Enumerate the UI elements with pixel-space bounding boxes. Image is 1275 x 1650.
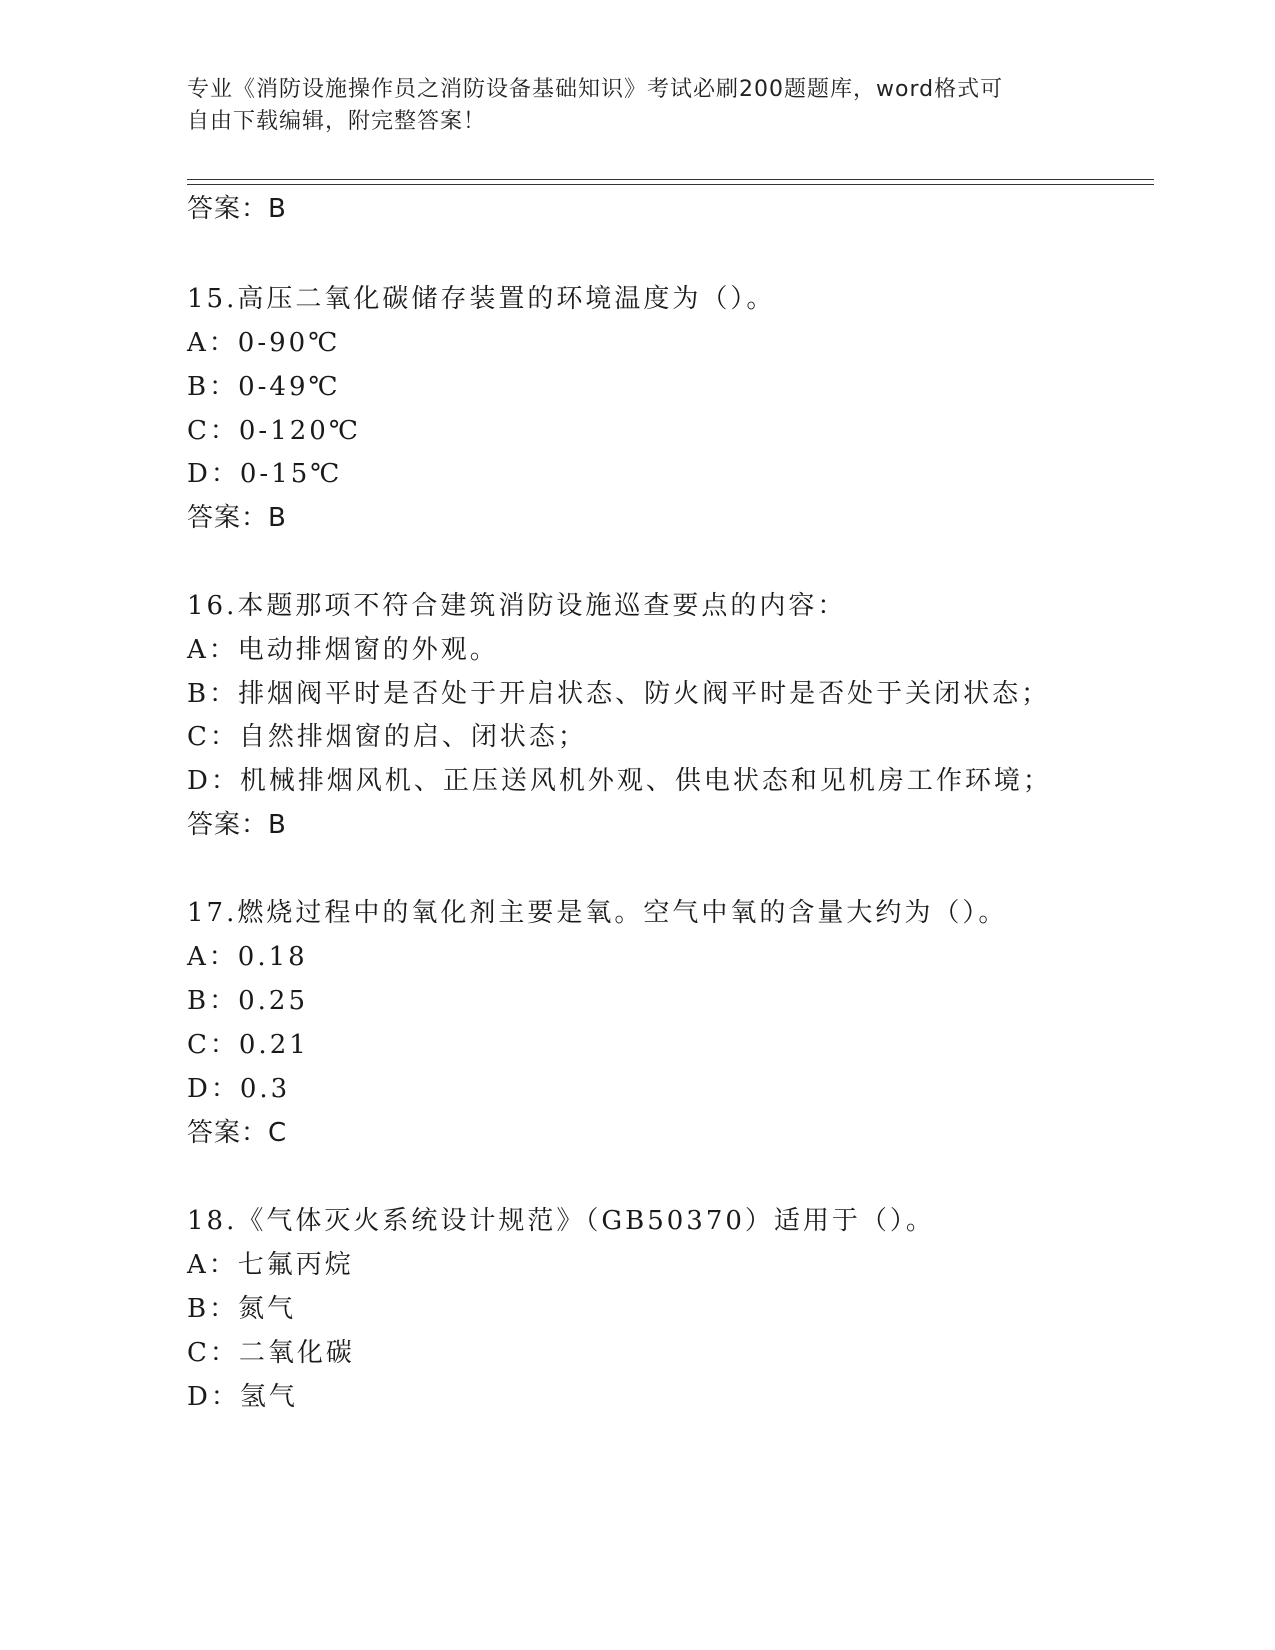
question-15-option-a: A：0-90℃ xyxy=(187,328,341,358)
question-15-answer: 答案：B xyxy=(187,503,287,533)
question-15-option-c: C：0-120℃ xyxy=(187,416,361,446)
question-16-answer: 答案：B xyxy=(187,810,287,840)
document-header xyxy=(187,74,1087,138)
question-18-stem: 18.《气体灭火系统设计规范》（GB50370）适用于（）。 xyxy=(187,1206,935,1236)
question-18-option-c: C：二氧化碳 xyxy=(187,1338,355,1368)
question-18-option-a: A：七氟丙烷 xyxy=(187,1250,354,1280)
question-17-option-b: B：0.25 xyxy=(187,986,308,1016)
question-15-option-d: D：0-15℃ xyxy=(187,459,343,489)
header-line-2: 自由下载编辑，附完整答案！ xyxy=(187,109,487,134)
question-17-option-c: C：0.21 xyxy=(187,1030,309,1060)
question-17-option-a: A：0.18 xyxy=(187,942,308,972)
question-18-option-d: D：氢气 xyxy=(187,1382,298,1412)
question-15-stem: 15.高压二氧化碳储存装置的环境温度为（）。 xyxy=(187,284,776,314)
question-18-option-b: B：氮气 xyxy=(187,1294,297,1324)
header-divider-top xyxy=(187,179,1154,180)
question-16-option-c: C：自然排烟窗的启、闭状态； xyxy=(187,722,587,752)
header-line-1: 专业《消防设施操作员之消防设备基础知识》考试必刷200题题库，word格式可 xyxy=(187,77,1004,102)
question-17-option-d: D：0.3 xyxy=(187,1074,291,1104)
header-divider-bottom xyxy=(187,184,1154,185)
question-16-stem: 16.本题那项不符合建筑消防设施巡查要点的内容： xyxy=(187,591,847,621)
question-16-option-b: B：排烟阀平时是否处于开启状态、防火阀平时是否处于关闭状态； xyxy=(187,679,1051,709)
question-17-answer: 答案：C xyxy=(187,1118,288,1148)
question-15-option-b: B：0-49℃ xyxy=(187,372,341,402)
question-17-stem: 17.燃烧过程中的氧化剂主要是氧。空气中氧的含量大约为（）。 xyxy=(187,898,1008,928)
question-16-option-a: A：电动排烟窗的外观。 xyxy=(187,635,499,665)
question-16-option-d: D：机械排烟风机、正压送风机外观、供电状态和见机房工作环境； xyxy=(187,766,1052,796)
answer-previous: 答案：B xyxy=(187,194,287,224)
